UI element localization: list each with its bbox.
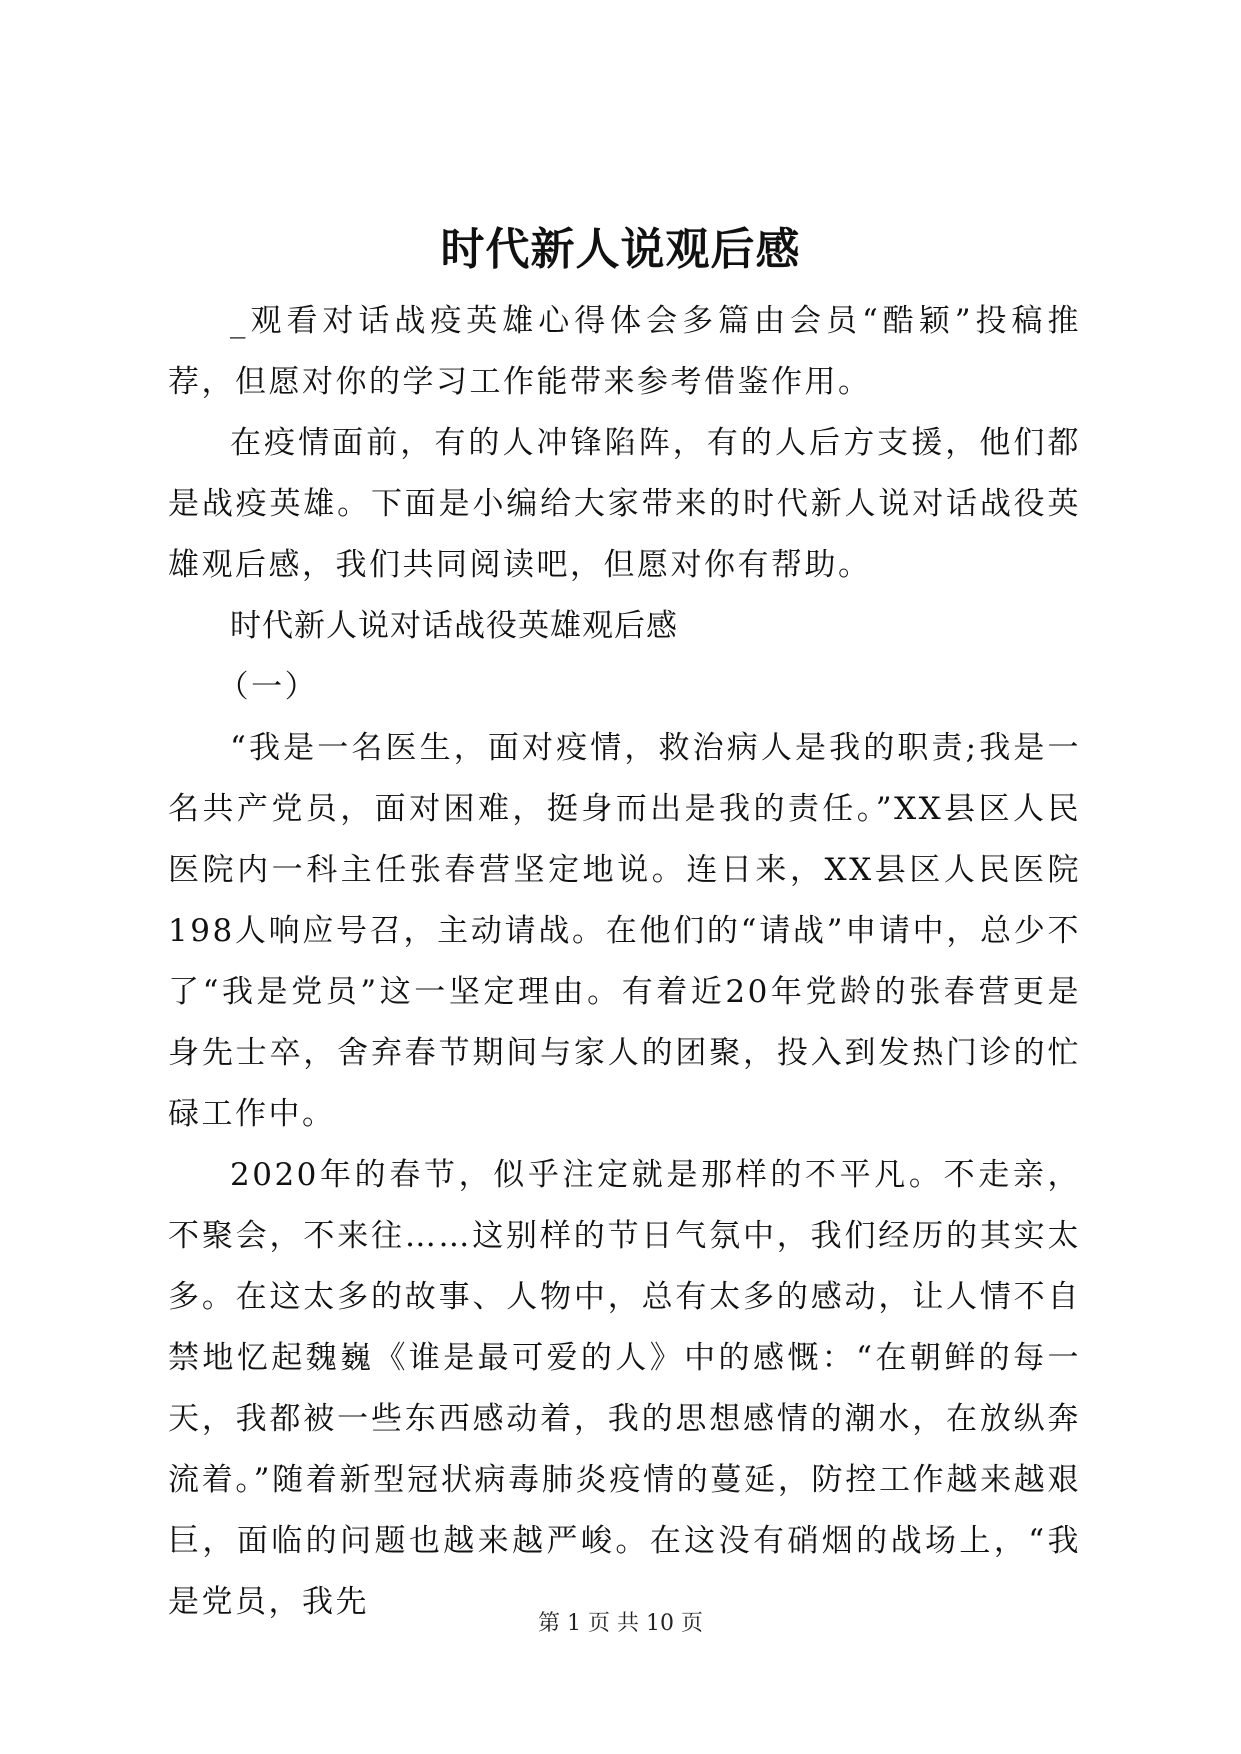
document-body [168, 291, 1081, 1633]
section-number: （一） [217, 669, 319, 705]
document-title: 时代新人说观后感 [440, 224, 801, 275]
summary-paragraph: 在疫情面前，有的人冲锋陷阵，有的人后方支援，他们都是战疫英雄。下面是小编给大家带来的时代新人说对话战役英雄观后感，我们共同阅读吧，但愿对你有帮助。 [168, 425, 1081, 583]
intro-paragraph: _观看对话战疫英雄心得体会多篇由会员“酷颖”投稿推荐，但愿对你的学习工作能带来参考借鉴作用。 [168, 303, 1081, 400]
body-paragraph: 2020年的春节，似乎注定就是那样的不平凡。不走亲，不聚会，不来往……这别样的节日气氛中，我们经历的其实太多。在这太多的故事、人物中，总有太多的感动，让人情不自禁地忆起魏巍《谁是最可爱的人》中的感慨：“在朝鲜的每一天，我都被一些东西感动着，我的思想感情的潮水，在放纵奔流着。”随着新型冠状病毒肺炎疫情的蔓延，防控工作越来越艰巨，面临的问题也越来越严峻。在这没有硝烟的战场上，“我是党员，我先 [168, 1157, 1081, 1620]
section-heading: 时代新人说对话战役英雄观后感 [230, 608, 678, 644]
page-number-label: 第 1 页 共 10 页 [538, 1611, 703, 1636]
body-paragraph: “我是一名医生，面对疫情，救治病人是我的职责;我是一名共产党员，面对困难，挺身而出是我的责任。”XX县区人民医院内一科主任张春营坚定地说。连日来，XX县区人民医院198人响应号召，主动请战。在他们的“请战”申请中，总少不了“我是党员”这一坚定理由。有着近20年党龄的张春营更是身先士卒，舍弃春节期间与家人的团聚，投入到发热门诊的忙碌工作中。 [168, 730, 1081, 1132]
page-footer [0, 1610, 1241, 1638]
